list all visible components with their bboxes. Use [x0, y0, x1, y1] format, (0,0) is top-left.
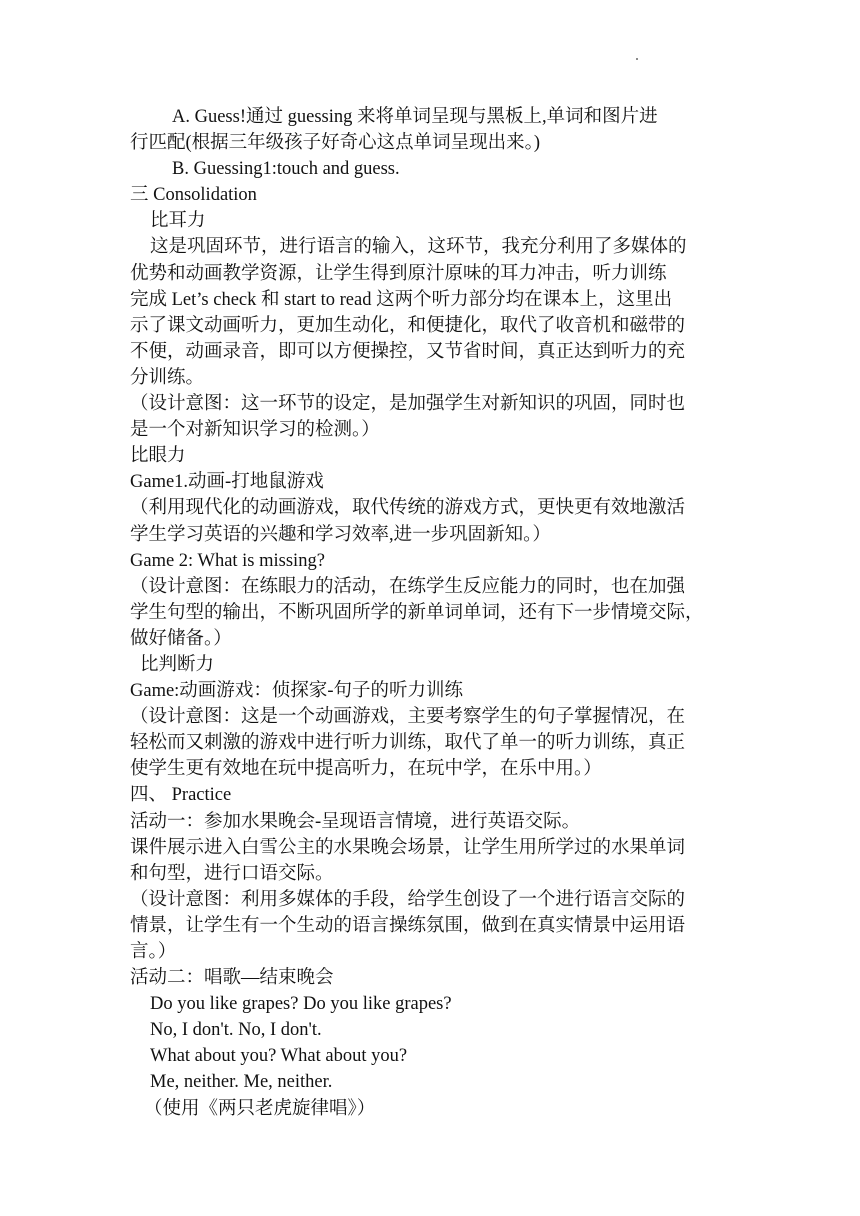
game-1-note: 学生学习英语的兴趣和学习效率,进一步巩固新知。）	[130, 524, 551, 545]
design-intent-note: 轻松而又刺激的游戏中进行听力训练，取代了单一的听力训练，真正	[130, 733, 686, 754]
song-lyric-line: Me, neither. Me, neither.	[150, 1072, 333, 1093]
header-dot	[636, 58, 638, 60]
game-1-note: （利用现代化的动画游戏，取代传统的游戏方式，更快更有效地激活	[130, 498, 686, 519]
paragraph-line: 优势和动画教学资源，让学生得到原汁原味的耳力冲击，听力训练	[130, 263, 667, 284]
subheading-eyesight: 比眼力	[130, 446, 186, 467]
design-intent-note: （设计意图：利用多媒体的手段，给学生创设了一个进行语言交际的	[130, 889, 686, 910]
song-lyric-line: No, I don't. No, I don't.	[150, 1020, 322, 1041]
song-lyric-line: Do you like grapes? Do you like grapes?	[150, 994, 452, 1015]
subheading-judgement: 比判断力	[140, 654, 215, 675]
paragraph-line: 不便，动画录音，即可以方便操控，又节省时间，真正达到听力的充	[130, 341, 686, 362]
design-intent-note: 言。）	[130, 942, 177, 962]
activity-1-desc: 和句型，进行口语交际。	[130, 863, 334, 884]
activity-1-title: 活动一：参加水果晚会-呈现语言情境，进行英语交际。	[130, 811, 581, 832]
guess-step-a: A. Guess!通过 guessing 来将单词呈现与黑板上,单词和图片进	[172, 107, 658, 127]
document-body	[130, 104, 732, 1122]
design-intent-note: 使学生更有效地在玩中提高听力，在玩中学，在乐中用。）	[130, 759, 602, 780]
paragraph-line: 分训练。	[130, 367, 205, 388]
subheading-listening: 比耳力	[150, 211, 206, 232]
guess-step-b: B. Guessing1:touch and guess.	[172, 159, 400, 180]
activity-1-desc: 课件展示进入白雪公主的水果晚会场景，让学生用所学过的水果单词	[130, 837, 686, 858]
design-intent-note: （设计意图：这一环节的设定，是加强学生对新知识的巩固，同时也	[130, 394, 686, 415]
activity-2-title: 活动二：唱歌—结束晚会	[130, 968, 334, 989]
section-heading-consolidation: 三 Consolidation	[130, 185, 257, 206]
game-3-title: Game:动画游戏：侦探家-句子的听力训练	[130, 681, 463, 702]
design-intent-note: 情景，让学生有一个生动的语言操练氛围，做到在真实情景中运用语	[130, 915, 686, 936]
section-heading-practice: 四、 Practice	[130, 785, 232, 806]
game-2-title: Game 2: What is missing?	[130, 550, 325, 571]
paragraph-line: 示了课文动画听力，更加生动化，和便捷化，取代了收音机和磁带的	[130, 315, 686, 336]
design-intent-note: 学生句型的输出，不断巩固所学的新单词单词，还有下一步情境交际，	[130, 602, 704, 623]
game-1-title: Game1.动画-打地鼠游戏	[130, 472, 324, 493]
design-intent-note: 做好储备。）	[130, 628, 232, 649]
guess-step-a-cont: 行匹配(根据三年级孩子好奇心这点单词呈现出来。)	[130, 133, 541, 154]
song-lyric-line: What about you? What about you?	[150, 1046, 408, 1067]
design-intent-note: （设计意图：在练眼力的活动，在练学生反应能力的同时，也在加强	[130, 576, 686, 597]
paragraph-line: 这是巩固环节，进行语言的输入，这环节，我充分利用了多媒体的	[150, 237, 687, 258]
paragraph-line: 完成 Let’s check 和 start to read 这两个听力部分均在课本上，这里出	[130, 289, 673, 310]
design-intent-note: （设计意图：这是一个动画游戏，主要考察学生的句子掌握情况，在	[130, 707, 686, 728]
design-intent-note: 是一个对新知识学习的检测。）	[130, 420, 380, 441]
song-melody-note: （使用《两只老虎旋律唱》）	[144, 1098, 376, 1119]
